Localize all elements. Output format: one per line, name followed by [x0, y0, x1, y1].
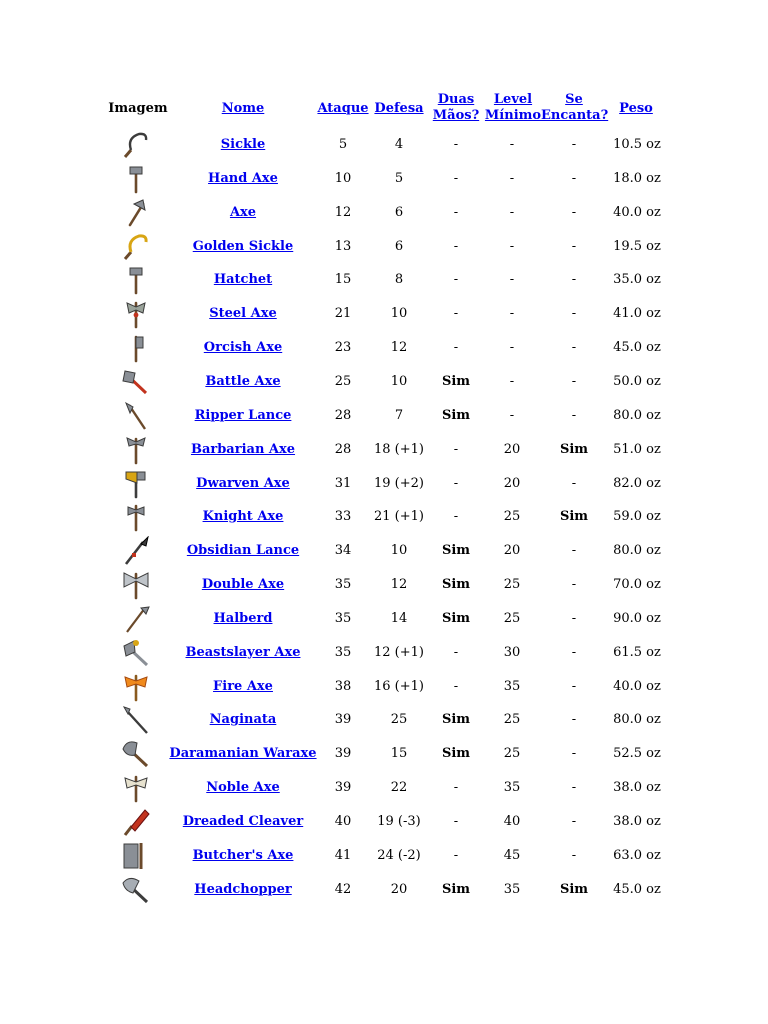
header-level-line2: Mínimo	[484, 108, 542, 123]
level-min-value: 30	[503, 645, 521, 660]
two-hands-value: -	[453, 272, 459, 287]
golden-sickle-icon	[121, 232, 151, 262]
level-min-value: 25	[503, 712, 521, 727]
weapon-name-link[interactable]: Battle Axe	[205, 374, 281, 389]
attack-value: 21	[334, 306, 352, 321]
battle-axe-icon	[121, 367, 151, 397]
two-hands-value: -	[453, 509, 459, 524]
level-min-value: -	[509, 205, 515, 220]
weapon-name-link[interactable]: Halberd	[213, 611, 273, 626]
weapon-name-link[interactable]: Axe	[229, 205, 257, 220]
enchantable-value: -	[571, 171, 577, 186]
weapon-name-link[interactable]: Steel Axe	[209, 306, 277, 321]
weight-value: 45.0 oz	[613, 340, 661, 355]
weight-value: 35.0 oz	[613, 272, 661, 287]
header-nome-link[interactable]: Nome	[221, 101, 265, 116]
weight-value: 70.0 oz	[613, 577, 661, 592]
enchantable-value: -	[571, 814, 577, 829]
defense-value: 15	[390, 746, 408, 761]
barbarian-axe-icon	[121, 435, 151, 465]
weapon-name-link[interactable]: Naginata	[209, 712, 277, 727]
ripper-lance-icon	[121, 401, 151, 431]
table-row	[0, 297, 768, 331]
table-row	[0, 128, 768, 162]
hand-axe-icon	[121, 164, 151, 194]
weight-value: 40.0 oz	[613, 205, 661, 220]
two-hands-value: -	[453, 780, 459, 795]
table-row	[0, 331, 768, 365]
table-row	[0, 500, 768, 534]
level-min-value: -	[509, 239, 515, 254]
enchantable-value: -	[571, 746, 577, 761]
table-row	[0, 399, 768, 433]
weight-value: 63.0 oz	[613, 848, 661, 863]
weight-value: 80.0 oz	[613, 712, 661, 727]
defense-value: 12	[390, 577, 408, 592]
weight-value: 52.5 oz	[613, 746, 661, 761]
two-hands-value: Sim	[441, 374, 471, 389]
weapon-name-link[interactable]: Barbarian Axe	[190, 442, 296, 457]
attack-value: 34	[334, 543, 352, 558]
two-hands-value: -	[453, 340, 459, 355]
two-hands-value: Sim	[441, 882, 471, 897]
attack-value: 35	[334, 645, 352, 660]
table-row	[0, 467, 768, 501]
header-peso-link[interactable]: Peso	[619, 101, 653, 116]
weight-value: 18.0 oz	[613, 171, 661, 186]
table-row	[0, 602, 768, 636]
weight-value: 50.0 oz	[613, 374, 661, 389]
two-hands-value: Sim	[441, 712, 471, 727]
two-hands-value: -	[453, 442, 459, 457]
weapon-name-link[interactable]: Daramanian Waraxe	[169, 746, 317, 761]
header-se-encanta-link[interactable]	[541, 92, 607, 124]
defense-value: 12	[390, 340, 408, 355]
defense-value: 19 (-3)	[377, 814, 421, 829]
table-row	[0, 670, 768, 704]
headchopper-icon	[121, 875, 151, 905]
weapon-name-link[interactable]: Dwarven Axe	[196, 476, 290, 491]
attack-value: 25	[334, 374, 352, 389]
weapon-name-link[interactable]: Knight Axe	[202, 509, 284, 524]
enchantable-value: -	[571, 679, 577, 694]
weapon-name-link[interactable]: Hand Axe	[208, 171, 278, 186]
two-hands-value: Sim	[441, 408, 471, 423]
table-row	[0, 737, 768, 771]
attack-value: 5	[338, 137, 348, 152]
enchantable-value: -	[571, 577, 577, 592]
daramanian-waraxe-icon	[121, 739, 151, 769]
defense-value: 21 (+1)	[374, 509, 424, 524]
defense-value: 4	[394, 137, 404, 152]
level-min-value: 20	[503, 442, 521, 457]
attack-value: 39	[334, 780, 352, 795]
weight-value: 90.0 oz	[613, 611, 661, 626]
defense-value: 14	[390, 611, 408, 626]
header-duas-line1: Duas	[437, 92, 475, 107]
table-row	[0, 771, 768, 805]
defense-value: 25	[390, 712, 408, 727]
weapon-name-link[interactable]: Headchopper	[194, 882, 292, 897]
table-row	[0, 805, 768, 839]
double-axe-icon	[121, 570, 151, 600]
enchantable-value: Sim	[559, 882, 589, 897]
weight-value: 80.0 oz	[613, 408, 661, 423]
two-hands-value: -	[453, 645, 459, 660]
enchantable-value: Sim	[559, 442, 589, 457]
header-ataque-link[interactable]: Ataque	[317, 101, 369, 116]
level-min-value: 35	[503, 679, 521, 694]
attack-value: 40	[334, 814, 352, 829]
weight-value: 59.0 oz	[613, 509, 661, 524]
header-level-line1: Level	[493, 92, 533, 107]
weapon-name-link[interactable]: Obsidian Lance	[186, 543, 300, 558]
level-min-value: 25	[503, 577, 521, 592]
weight-value: 10.5 oz	[613, 137, 661, 152]
weapon-name-link[interactable]: Ripper Lance	[194, 408, 292, 423]
enchantable-value: -	[571, 780, 577, 795]
enchantable-value: -	[571, 543, 577, 558]
steel-axe-icon	[121, 299, 151, 329]
hatchet-icon	[121, 265, 151, 295]
enchantable-value: -	[571, 611, 577, 626]
weight-value: 45.0 oz	[613, 882, 661, 897]
orcish-axe-icon	[121, 333, 151, 363]
table-row	[0, 162, 768, 196]
enchantable-value: -	[571, 205, 577, 220]
sickle-icon	[121, 130, 151, 160]
header-se-line2: Encanta?	[541, 108, 609, 123]
two-hands-value: -	[453, 814, 459, 829]
weapon-name-link[interactable]: Fire Axe	[213, 679, 273, 694]
attack-value: 33	[334, 509, 352, 524]
enchantable-value: -	[571, 374, 577, 389]
weight-value: 80.0 oz	[613, 543, 661, 558]
defense-value: 16 (+1)	[374, 679, 424, 694]
table-row	[0, 230, 768, 264]
enchantable-value: -	[571, 712, 577, 727]
enchantable-value: Sim	[559, 509, 589, 524]
attack-value: 42	[334, 882, 352, 897]
level-min-value: -	[509, 340, 515, 355]
attack-value: 39	[334, 712, 352, 727]
table-row	[0, 703, 768, 737]
defense-value: 19 (+2)	[374, 476, 424, 491]
two-hands-value: -	[453, 306, 459, 321]
level-min-value: 25	[503, 611, 521, 626]
weapon-name-link[interactable]: Sickle	[220, 137, 266, 152]
attack-value: 35	[334, 611, 352, 626]
weight-value: 51.0 oz	[613, 442, 661, 457]
enchantable-value: -	[571, 476, 577, 491]
attack-value: 31	[334, 476, 352, 491]
defense-value: 7	[394, 408, 404, 423]
weight-value: 38.0 oz	[613, 814, 661, 829]
level-min-value: 25	[503, 746, 521, 761]
level-min-value: -	[509, 374, 515, 389]
attack-value: 35	[334, 577, 352, 592]
naginata-icon	[121, 705, 151, 735]
level-min-value: -	[509, 306, 515, 321]
knight-axe-icon	[121, 502, 151, 532]
obsidian-lance-icon	[121, 536, 151, 566]
weight-value: 19.5 oz	[613, 239, 661, 254]
dreaded-cleaver-icon	[121, 807, 151, 837]
header-level-minimo-link[interactable]	[484, 92, 542, 124]
table-row	[0, 873, 768, 907]
defense-value: 6	[394, 239, 404, 254]
weight-value: 82.0 oz	[613, 476, 661, 491]
enchantable-value: -	[571, 848, 577, 863]
two-hands-value: Sim	[441, 611, 471, 626]
table-row	[0, 839, 768, 873]
weapon-name-link[interactable]: Orcish Axe	[203, 340, 283, 355]
level-min-value: -	[509, 171, 515, 186]
level-min-value: 40	[503, 814, 521, 829]
enchantable-value: -	[571, 306, 577, 321]
two-hands-value: -	[453, 205, 459, 220]
table-row	[0, 263, 768, 297]
two-hands-value: -	[453, 848, 459, 863]
two-hands-value: -	[453, 171, 459, 186]
defense-value: 10	[390, 543, 408, 558]
attack-value: 15	[334, 272, 352, 287]
defense-value: 18 (+1)	[374, 442, 424, 457]
attack-value: 41	[334, 848, 352, 863]
attack-value: 28	[334, 408, 352, 423]
defense-value: 6	[394, 205, 404, 220]
axe-icon	[121, 198, 151, 228]
halberd-icon	[121, 604, 151, 634]
two-hands-value: Sim	[441, 543, 471, 558]
weight-value: 38.0 oz	[613, 780, 661, 795]
enchantable-value: -	[571, 272, 577, 287]
enchantable-value: -	[571, 137, 577, 152]
table-row	[0, 365, 768, 399]
defense-value: 12 (+1)	[374, 645, 424, 660]
defense-value: 24 (-2)	[377, 848, 421, 863]
two-hands-value: -	[453, 137, 459, 152]
attack-value: 12	[334, 205, 352, 220]
table-row	[0, 196, 768, 230]
two-hands-value: Sim	[441, 746, 471, 761]
level-min-value: 20	[503, 476, 521, 491]
table-row	[0, 433, 768, 467]
header-defesa-link[interactable]: Defesa	[374, 101, 424, 116]
fire-axe-icon	[121, 672, 151, 702]
weapon-name-link[interactable]: Beastslayer Axe	[185, 645, 301, 660]
two-hands-value: -	[453, 476, 459, 491]
noble-axe-icon	[121, 773, 151, 803]
weight-value: 41.0 oz	[613, 306, 661, 321]
weapon-name-link[interactable]: Golden Sickle	[192, 239, 294, 254]
weight-value: 40.0 oz	[613, 679, 661, 694]
attack-value: 23	[334, 340, 352, 355]
header-duas-maos-link[interactable]	[428, 92, 484, 124]
header-duas-line2: Mãos?	[432, 108, 480, 123]
table-row	[0, 568, 768, 602]
table-row	[0, 534, 768, 568]
defense-value: 5	[394, 171, 404, 186]
attack-value: 10	[334, 171, 352, 186]
attack-value: 38	[334, 679, 352, 694]
butchers-axe-icon	[121, 841, 151, 871]
attack-value: 39	[334, 746, 352, 761]
defense-value: 22	[390, 780, 408, 795]
header-imagem: Imagem	[108, 101, 168, 116]
level-min-value: -	[509, 137, 515, 152]
level-min-value: 35	[503, 780, 521, 795]
weight-value: 61.5 oz	[613, 645, 661, 660]
weapon-name-link[interactable]: Noble Axe	[206, 780, 280, 795]
beastslayer-axe-icon	[121, 638, 151, 668]
two-hands-value: -	[453, 239, 459, 254]
defense-value: 8	[394, 272, 404, 287]
attack-value: 28	[334, 442, 352, 457]
weapon-name-link[interactable]: Double Axe	[201, 577, 285, 592]
weapon-name-link[interactable]: Hatchet	[213, 272, 273, 287]
two-hands-value: -	[453, 679, 459, 694]
level-min-value: 25	[503, 509, 521, 524]
defense-value: 10	[390, 374, 408, 389]
level-min-value: -	[509, 408, 515, 423]
level-min-value: -	[509, 272, 515, 287]
two-hands-value: Sim	[441, 577, 471, 592]
table-row	[0, 636, 768, 670]
enchantable-value: -	[571, 408, 577, 423]
attack-value: 13	[334, 239, 352, 254]
level-min-value: 45	[503, 848, 521, 863]
enchantable-value: -	[571, 239, 577, 254]
level-min-value: 20	[503, 543, 521, 558]
defense-value: 20	[390, 882, 408, 897]
header-se-line1: Se	[565, 92, 583, 107]
dwarven-axe-icon	[121, 469, 151, 499]
enchantable-value: -	[571, 340, 577, 355]
defense-value: 10	[390, 306, 408, 321]
weapon-name-link[interactable]: Butcher's Axe	[192, 848, 294, 863]
enchantable-value: -	[571, 645, 577, 660]
weapon-name-link[interactable]: Dreaded Cleaver	[182, 814, 304, 829]
level-min-value: 35	[503, 882, 521, 897]
